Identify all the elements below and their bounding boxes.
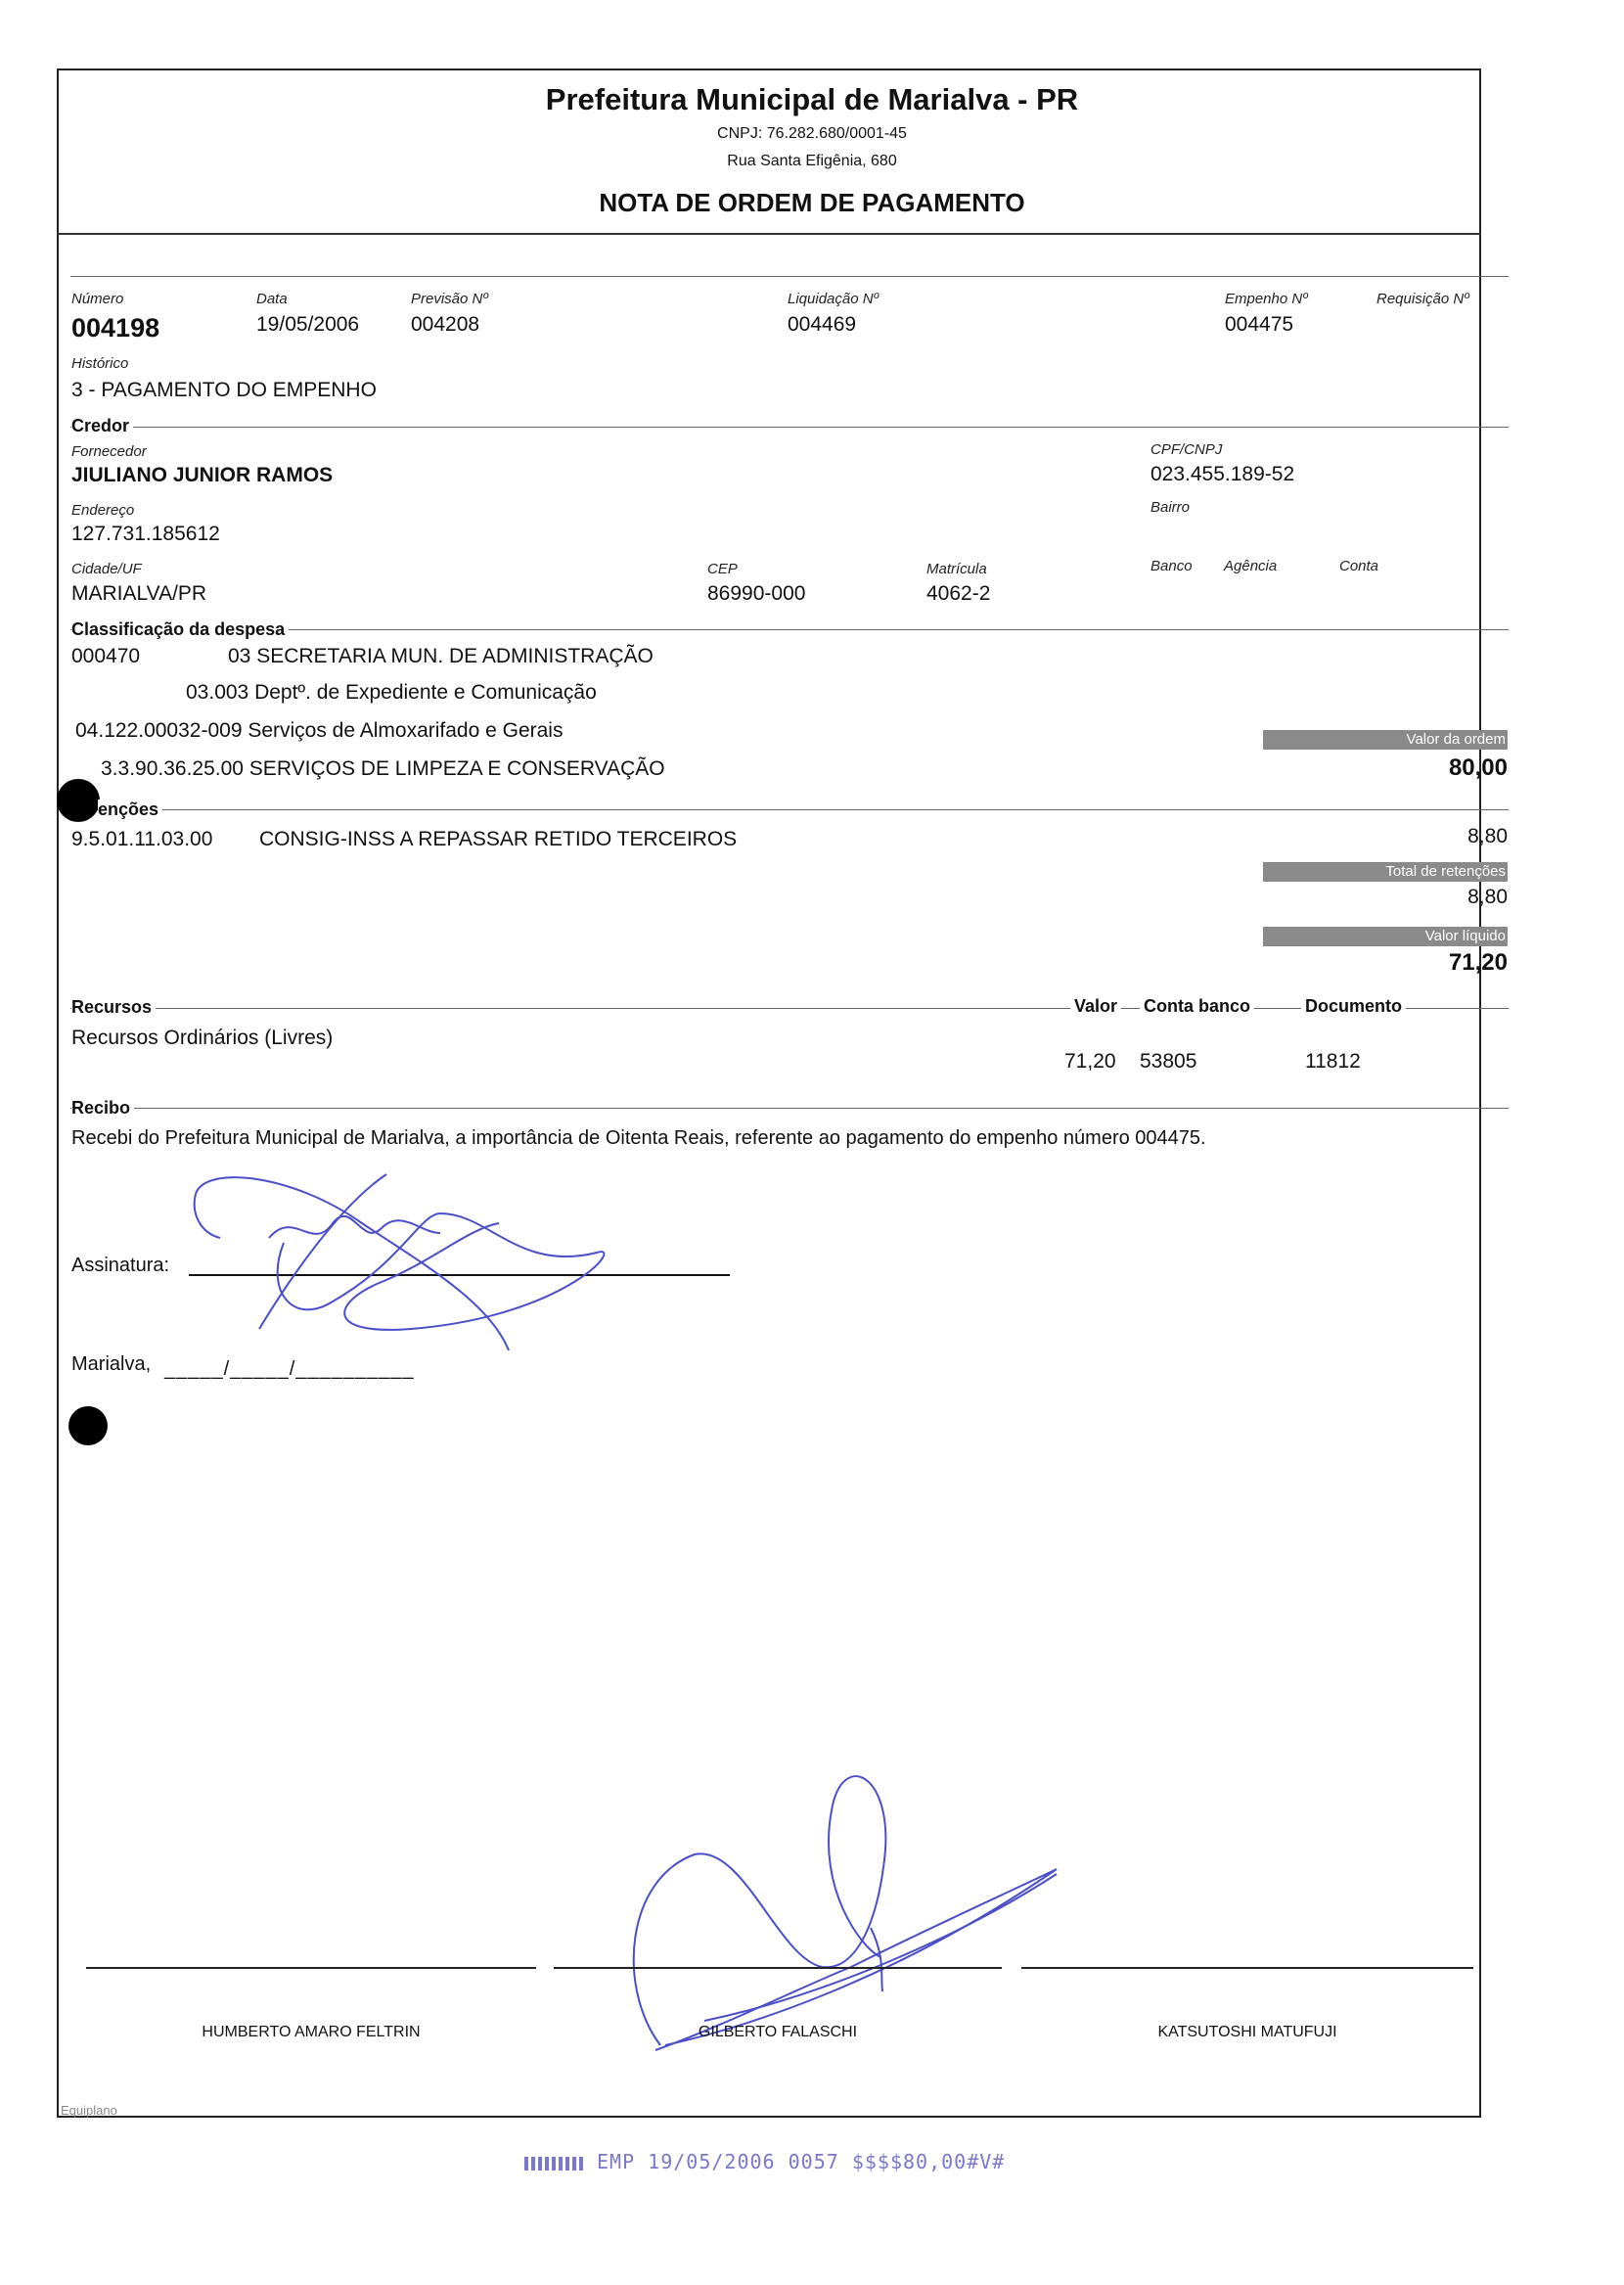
recursos-documento: 11812 <box>1305 1050 1361 1073</box>
cep-value: 86990-000 <box>707 582 806 605</box>
stamp-text: EMP 19/05/2006 0057 $$$$80,00#V# <box>597 2150 1006 2173</box>
empenho-label: Empenho Nº <box>1225 291 1308 307</box>
signature-line-2 <box>554 1967 1002 1969</box>
receipt-signature <box>176 1155 616 1350</box>
date-blanks[interactable]: _____/_____/__________ <box>164 1358 415 1380</box>
retencoes-divider <box>70 809 1509 810</box>
recursos-section-title: Recursos <box>71 997 156 1018</box>
total-retencoes-value: 8,80 <box>1467 886 1508 908</box>
cidade-label: Cidade/UF <box>71 561 142 577</box>
signature-line-3 <box>1021 1967 1473 1969</box>
classificacao-line4: 3.3.90.36.25.00 SERVIÇOS DE LIMPEZA E CONSERVAÇÃO <box>101 757 665 780</box>
org-title: Prefeitura Municipal de Marialva - PR <box>545 82 1079 116</box>
credor-section-title: Credor <box>71 416 133 436</box>
retencoes-section-title: enções <box>98 800 162 820</box>
recursos-conta: 53805 <box>1140 1050 1197 1073</box>
classificacao-section-title: Classificação da despesa <box>71 619 289 640</box>
recibo-text: Recebi do Prefeitura Municipal de Marialva, a importância de Oitenta Reais, referente ao pagamento do empenho número 004475. <box>71 1127 1206 1149</box>
fields-divider <box>70 276 1509 277</box>
retencao-code: 9.5.01.11.03.00 <box>71 828 213 850</box>
liquidacao-label: Liquidação Nº <box>788 291 880 307</box>
recursos-desc: Recursos Ordinários (Livres) <box>71 1027 334 1049</box>
cep-label: CEP <box>707 561 738 577</box>
total-retencoes-label: Total de retenções <box>1263 862 1508 882</box>
signatory-1: HUMBERTO AMARO FELTRIN <box>202 2024 421 2040</box>
banco-label: Banco <box>1150 558 1193 574</box>
endereco-value: 127.731.185612 <box>71 523 220 545</box>
data-value: 19/05/2006 <box>256 313 360 336</box>
empenho-value: 004475 <box>1225 313 1294 336</box>
endereco-label: Endereço <box>71 502 135 519</box>
signatory-3: KATSUTOSHI MATUFUJI <box>1157 2024 1337 2040</box>
retencao-amount: 8,80 <box>1467 825 1508 847</box>
cpf-label: CPF/CNPJ <box>1150 441 1223 458</box>
valor-liquido-value: 71,20 <box>1448 949 1508 976</box>
fornecedor-value: JIULIANO JUNIOR RAMOS <box>71 464 334 486</box>
liquidacao-value: 004469 <box>788 313 857 336</box>
previsao-value: 004208 <box>411 313 480 336</box>
fornecedor-label: Fornecedor <box>71 443 147 460</box>
org-address: Rua Santa Efigênia, 680 <box>727 153 897 169</box>
classificacao-code: 000470 <box>71 645 141 667</box>
org-cnpj: CNPJ: 76.282.680/0001-45 <box>717 125 907 142</box>
recibo-section-title: Recibo <box>71 1098 134 1119</box>
valor-ordem-label: Valor da ordem <box>1263 730 1508 750</box>
valor-ordem-value: 80,00 <box>1448 754 1508 781</box>
recursos-conta-label: Conta banco <box>1140 996 1254 1017</box>
previsao-label: Previsão Nº <box>411 291 488 307</box>
retencao-desc: CONSIG-INSS A REPASSAR RETIDO TERCEIROS <box>259 828 738 850</box>
stamp-icon <box>524 2157 583 2171</box>
local-label: Marialva, <box>71 1353 152 1375</box>
bairro-label: Bairro <box>1150 499 1191 516</box>
numero-label: Número <box>71 291 124 307</box>
cpf-value: 023.455.189-52 <box>1150 463 1295 485</box>
classificacao-line3: 04.122.00032-009 Serviços de Almoxarifado e Gerais <box>75 719 564 742</box>
punch-hole-2 <box>68 1406 108 1445</box>
recibo-divider <box>70 1108 1509 1109</box>
document-title: NOTA DE ORDEM DE PAGAMENTO <box>599 188 1025 217</box>
numero-value: 004198 <box>71 313 160 343</box>
historico-label: Histórico <box>71 355 129 372</box>
cidade-value: MARIALVA/PR <box>71 582 207 605</box>
agencia-label: Agência <box>1224 558 1278 574</box>
assinatura-label: Assinatura: <box>71 1255 170 1276</box>
signature-line-1 <box>86 1967 536 1969</box>
recursos-valor: 71,20 <box>1064 1050 1116 1073</box>
classificacao-line2: 03.003 Deptº. de Expediente e Comunicação <box>186 681 597 704</box>
data-label: Data <box>256 291 288 307</box>
header-divider <box>57 233 1481 235</box>
payment-stamp <box>524 2150 1005 2173</box>
matricula-value: 4062-2 <box>926 582 991 605</box>
classificacao-line1: 03 SECRETARIA MUN. DE ADMINISTRAÇÃO <box>228 645 654 667</box>
requisicao-label: Requisição Nº <box>1376 291 1469 307</box>
official-signature <box>607 1732 1076 2055</box>
footer-brand: Equiplano <box>61 2103 117 2118</box>
punch-hole <box>57 779 100 822</box>
matricula-label: Matrícula <box>926 561 987 577</box>
historico-value: 3 - PAGAMENTO DO EMPENHO <box>71 379 377 401</box>
recursos-documento-label: Documento <box>1301 996 1406 1017</box>
conta-label: Conta <box>1339 558 1379 574</box>
recursos-divider <box>70 1008 1509 1009</box>
valor-liquido-label: Valor líquido <box>1263 927 1508 946</box>
signatory-2: GILBERTO FALASCHI <box>698 2024 858 2040</box>
recursos-valor-label: Valor <box>1070 996 1121 1017</box>
credor-divider <box>70 427 1509 428</box>
